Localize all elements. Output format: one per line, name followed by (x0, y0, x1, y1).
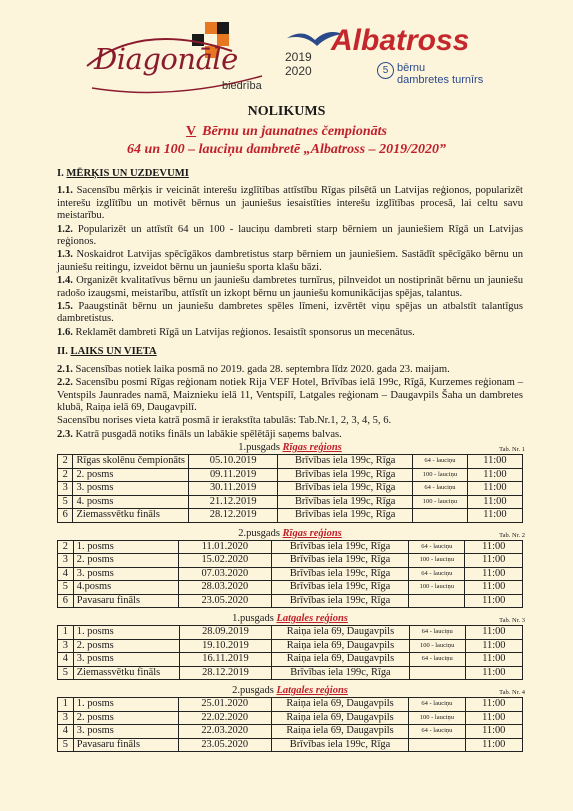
albatross-logo (285, 24, 495, 98)
table-row (58, 482, 523, 496)
paragraph-number: 2.1. (57, 363, 76, 375)
stage-name: 1. posms (73, 540, 178, 554)
row-number: 1 (58, 698, 74, 712)
board-type: 64 - lauciņu (409, 698, 465, 712)
heading-text: LAIKS UN VIETA (70, 346, 157, 358)
board-type (409, 666, 465, 680)
stage-name: Pavasaru fināls (73, 594, 178, 608)
paragraph (57, 377, 523, 414)
stage-venue: Raiņa iela 69, Daugavpils (271, 725, 409, 739)
board-type: 100 - lauciņu (409, 711, 465, 725)
paragraph-text: Katrā pusgadā notiks fināls un labākie spēlētāji saņems balvas. (75, 428, 342, 440)
section-2-heading (57, 346, 523, 358)
start-time: 11:00 (467, 468, 522, 482)
row-number: 2 (58, 455, 73, 469)
sub-line-2: dambretes turnīrs (397, 74, 484, 86)
season-label: 1.pusgads (238, 442, 283, 454)
table-row (58, 711, 523, 725)
albatross-wordmark: Albatross (331, 24, 470, 57)
paragraph-number: 1.6. (57, 326, 76, 338)
stage-date: 28.12.2019 (188, 509, 277, 523)
table-row (58, 594, 523, 608)
table-row (58, 666, 523, 680)
board-type: 64 - lauciņu (409, 653, 465, 667)
paragraph (57, 364, 523, 376)
table-row (58, 639, 523, 653)
table-caption (57, 613, 523, 625)
start-time: 11:00 (465, 653, 522, 667)
paragraph (57, 224, 523, 249)
stage-venue: Brīvības iela 199c, Rīga (278, 468, 413, 482)
stage-date: 22.03.2020 (178, 725, 271, 739)
stage-date: 05.10.2019 (188, 455, 277, 469)
paragraph-text: Sacensības notiek laika posmā no 2019. gada 28. septembra līdz 2020. gada 23. maijam. (75, 363, 450, 375)
heading-prefix: I. (57, 168, 67, 179)
paragraph-text: Reklamēt dambreti Rīgā un Latvijas reģionos. Iesaistīt sponsorus un mecenātus. (75, 326, 415, 338)
stage-name: 2. posms (73, 711, 178, 725)
schedule-table (57, 540, 523, 609)
start-time: 11:00 (465, 711, 523, 725)
region-label: Latgales reģions (276, 613, 348, 625)
start-time: 11:00 (467, 455, 522, 469)
schedule-table (57, 625, 523, 680)
stage-venue: Raiņa iela 69, Daugavpils (272, 639, 409, 653)
stage-name: 3. posms (73, 653, 179, 667)
section-1-heading (57, 168, 523, 180)
season-label: 1.pusgads (232, 613, 277, 625)
table-row (58, 626, 523, 640)
stage-name: 4. posms (73, 495, 189, 509)
document-subtitle (0, 123, 573, 159)
albatross-years (285, 50, 312, 78)
season-label: 2.pusgads (232, 685, 277, 697)
stage-date: 23.05.2020 (178, 594, 271, 608)
table-row (58, 738, 523, 752)
row-number: 5 (58, 738, 74, 752)
heading-prefix: II. (57, 346, 71, 358)
stage-name: 3. posms (73, 725, 178, 739)
stage-name: 4.posms (73, 581, 178, 595)
board-type (409, 738, 465, 752)
row-number: 3 (58, 711, 74, 725)
board-type: 64 - lauciņu (409, 540, 465, 554)
stage-date: 25.01.2020 (178, 698, 271, 712)
stage-venue: Brīvības iela 199c, Rīga (271, 554, 408, 568)
table-row (58, 698, 523, 712)
stage-venue: Brīvības iela 199c, Rīga (278, 455, 413, 469)
paragraph-text: Noskaidrot Latvijas spēcīgākos dambretistus starp bērniem un jauniešiem. Sastādīt spēcīgāko bērnu un jauniešu reitingu, izveidot bērnu un jauniešu sporta klašu bāzi. (57, 249, 523, 273)
stage-venue: Brīvības iela 199c, Rīga (272, 666, 409, 680)
sub-line-1: bērnu (397, 62, 426, 74)
stage-date: 28.03.2020 (178, 581, 271, 595)
year-end: 2020 (285, 64, 312, 78)
stage-venue: Brīvības iela 199c, Rīga (271, 567, 408, 581)
region-label: Rīgas reģions (282, 527, 342, 539)
albatross-subtitle (397, 62, 483, 86)
section-2-items (57, 364, 523, 441)
start-time: 11:00 (467, 495, 522, 509)
board-type: 64 - lauciņu (409, 626, 465, 640)
stage-name: 1. posms (73, 626, 179, 640)
start-time: 11:00 (465, 540, 523, 554)
table-number: Tab. Nr. 2 (499, 531, 525, 539)
stage-name: 2. posms (73, 639, 179, 653)
paragraph-text: Organizēt kvalitatīvus bērnu un jauniešu dambretes turnīrus, pilnveidot un nostiprināt bērnu un jauniešu radošo izaugsmi, meistarību, attīstīt un izkopt bērnu un jauniešu komunikācijas spējas, talantus. (57, 275, 524, 299)
stage-date: 21.12.2019 (188, 495, 277, 509)
subtitle-line-1: Bērnu un jaunatnes čempionāts (202, 124, 387, 139)
board-type: 64 - lauciņu (413, 482, 468, 496)
document-body (57, 168, 523, 752)
row-number: 3 (58, 554, 74, 568)
start-time: 11:00 (465, 581, 523, 595)
paragraph (57, 327, 523, 339)
stage-date: 28.09.2019 (179, 626, 271, 640)
paragraph-text: Paaugstināt bērnu un jauniešu dambretes spēles līmeni, izvērtēt viņu spējas un atbalstīt talantīgus dambretistus. (57, 301, 524, 325)
board-type: 64 - lauciņu (409, 567, 465, 581)
stage-venue: Brīvības iela 199c, Rīga (271, 540, 408, 554)
start-time: 11:00 (465, 639, 522, 653)
schedule-tables (57, 442, 523, 752)
paragraph (57, 185, 523, 222)
stage-venue: Brīvības iela 199c, Rīga (271, 738, 409, 752)
paragraph (57, 429, 523, 441)
row-number: 4 (58, 725, 74, 739)
heading-text: MĒRĶIS UN UZDEVUMI (66, 168, 189, 179)
season-label: 2.pusgads (238, 527, 283, 539)
roman-numeral: V (186, 124, 197, 139)
board-type: 100 - lauciņu (413, 468, 468, 482)
table-row (58, 509, 523, 523)
stage-name: Ziemassvētku fināls (73, 666, 179, 680)
row-number: 4 (58, 653, 74, 667)
paragraph-text: Sacensību mērķis ir veicināt interešu izglītības attīstību Rīgas pilsētā un Latvijas reģionos, popularizēt interešu izglītību un motivēt bērnus un jauniešus iesaistīties interešu izglītības procesā, lai celtu savu meistarību. (57, 185, 523, 222)
stage-date: 09.11.2019 (188, 468, 277, 482)
table-row (58, 455, 523, 469)
paragraph-number: 1.3. (57, 249, 77, 261)
board-type: 100 - lauciņu (409, 554, 465, 568)
table-number: Tab. Nr. 1 (499, 446, 525, 454)
board-type: 100 - lauciņu (409, 581, 465, 595)
stage-venue: Raiņa iela 69, Daugavpils (271, 698, 409, 712)
region-label: Latgales reģions (276, 685, 348, 697)
subtitle-line-2: 64 un 100 – lauciņu dambretē „Albatross – 2019/2020” (127, 142, 446, 157)
table-number: Tab. Nr. 4 (499, 689, 525, 697)
paragraph-number: 1.2. (57, 223, 78, 235)
row-number: 1 (58, 626, 74, 640)
paragraph-text: Popularizēt un attīstīt 64 un 100 - lauciņu dambreti starp bērniem un jauniešiem Rīgā un Latvijas reģionos. (57, 223, 523, 248)
paragraph-number: 1.5. (57, 301, 79, 313)
row-number: 6 (58, 509, 73, 523)
row-number: 2 (58, 540, 74, 554)
stage-date: 07.03.2020 (178, 567, 271, 581)
stage-venue: Raiņa iela 69, Daugavpils (271, 711, 409, 725)
row-number: 3 (58, 482, 73, 496)
board-type (409, 594, 465, 608)
paragraph-number: 2.2. (57, 377, 76, 389)
stage-date: 19.10.2019 (179, 639, 271, 653)
table-row (58, 653, 523, 667)
region-label: Rīgas reģions (282, 442, 342, 454)
stage-name: Rīgas skolēnu čempionāts (73, 455, 189, 469)
paragraph-text: Sacensību posmi Rīgas reģionam notiek Rija VEF Hotel, Brīvības ielā 199c, Rīgā, Kurzemes reģionam – Ventspils Jaunrades namā, Maiznieku ielā 11, Ventspilī, Latgales reģionam – Daugavpils Šaha un dambretes klubā, Raiņa ielā 69, Daugavpilī. (57, 377, 523, 413)
table-number: Tab. Nr. 3 (499, 617, 525, 625)
start-time: 11:00 (465, 698, 523, 712)
document-title: NOLIKUMS (247, 104, 326, 119)
stage-name: 2. posms (73, 554, 178, 568)
stage-venue: Brīvības iela 199c, Rīga (278, 509, 413, 523)
start-time: 11:00 (465, 738, 523, 752)
start-time: 11:00 (465, 626, 522, 640)
stage-name: 3. posms (73, 567, 178, 581)
table-row (58, 540, 523, 554)
diagonale-logo (82, 16, 282, 98)
row-number: 2 (58, 468, 73, 482)
stage-date: 16.11.2019 (179, 653, 271, 667)
stage-date: 23.05.2020 (178, 738, 271, 752)
row-number: 5 (58, 495, 73, 509)
table-row (58, 554, 523, 568)
board-type: 100 - lauciņu (409, 639, 465, 653)
start-time: 11:00 (465, 666, 522, 680)
start-time: 11:00 (465, 725, 523, 739)
stage-name: Pavasaru fināls (73, 738, 178, 752)
board-type: 100 - lauciņu (413, 495, 468, 509)
table-caption (57, 685, 523, 697)
paragraph-number: 2.3. (57, 428, 76, 440)
stage-name: Ziemassvētku fināls (73, 509, 189, 523)
table-row (58, 468, 523, 482)
stage-name: 3. posms (73, 482, 189, 496)
row-number: 3 (58, 639, 74, 653)
diagonale-subtitle: biedrība (222, 80, 262, 92)
stage-name: 1. posms (73, 698, 178, 712)
paragraph (57, 249, 523, 274)
stage-date: 11.01.2020 (178, 540, 271, 554)
stage-venue: Brīvības iela 199c, Rīga (271, 594, 408, 608)
board-type: 64 - lauciņu (409, 725, 465, 739)
row-number: 4 (58, 567, 74, 581)
start-time: 11:00 (467, 509, 522, 523)
stage-venue: Raiņa iela 69, Daugavpils (272, 626, 409, 640)
board-type (413, 509, 468, 523)
start-time: 11:00 (465, 554, 523, 568)
table-caption (57, 528, 523, 540)
paragraph-number: 1.4. (57, 275, 77, 287)
stage-name: 2. posms (73, 468, 189, 482)
board-type: 64 - lauciņu (413, 455, 468, 469)
stage-date: 22.02.2020 (178, 711, 271, 725)
table-row (58, 495, 523, 509)
start-time: 11:00 (465, 567, 523, 581)
row-number: 5 (58, 581, 74, 595)
table-caption (57, 442, 523, 454)
stage-date: 15.02.2020 (178, 554, 271, 568)
year-start: 2019 (285, 50, 312, 64)
stage-venue: Raiņa iela 69, Daugavpils (272, 653, 409, 667)
paragraph (57, 415, 523, 427)
paragraph (57, 275, 523, 300)
section-1-items (57, 185, 523, 339)
table-row (58, 581, 523, 595)
start-time: 11:00 (465, 594, 523, 608)
header-logos (0, 10, 573, 102)
schedule-table (57, 697, 523, 752)
table-row (58, 725, 523, 739)
table-row (58, 567, 523, 581)
stage-date: 28.12.2019 (179, 666, 271, 680)
row-number: 5 (58, 666, 74, 680)
stage-venue: Brīvības iela 199c, Rīga (271, 581, 408, 595)
paragraph-number: 1.1. (57, 185, 77, 197)
row-number: 6 (58, 594, 74, 608)
diagonale-wordmark: Diagonāle (94, 42, 238, 76)
stage-venue: Brīvības iela 199c, Rīga (278, 482, 413, 496)
schedule-table (57, 454, 523, 523)
stage-date: 30.11.2019 (188, 482, 277, 496)
paragraph-text: Sacensību norises vieta katrā posmā ir ierakstīta tabulās: Tab.Nr.1, 2, 3, 4, 5, 6. (57, 415, 392, 427)
stage-venue: Brīvības iela 199c, Rīga (278, 495, 413, 509)
edition-number: 5 (377, 62, 394, 79)
start-time: 11:00 (467, 482, 522, 496)
paragraph (57, 301, 523, 326)
